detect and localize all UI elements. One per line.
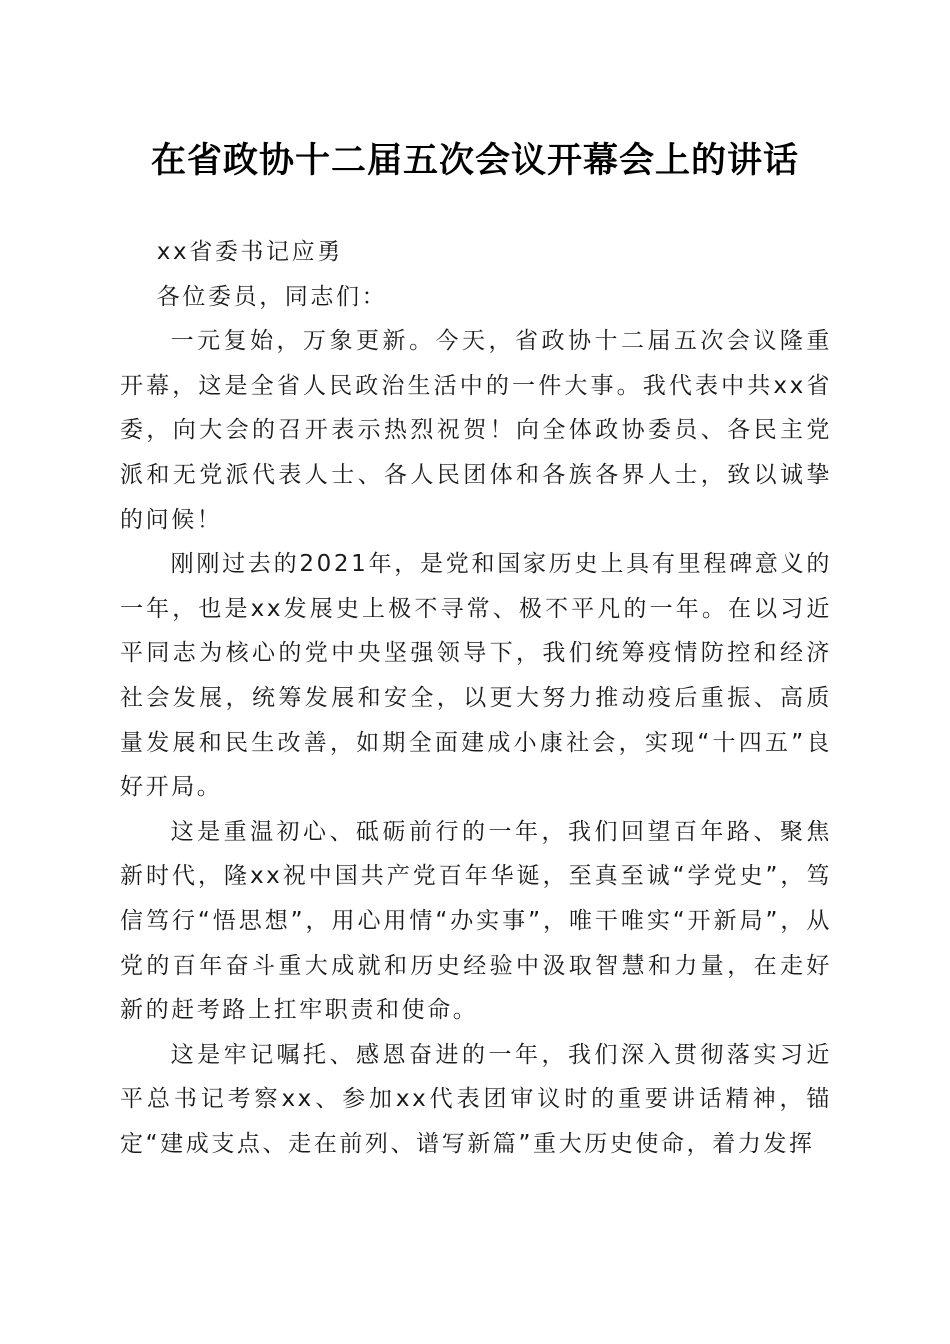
paragraph: 一元复始，万象更新。今天，省政协十二届五次会议隆重开幕，这是全省人民政治生活中的一件大事。我代表中共xx省委，向大会的召开表示热烈祝贺！向全体政协委员、各民主党派和无党派代表人士、各人民团体和各族各界人士，致以诚挚的问候！ xyxy=(120,328,832,533)
paragraph: 刚刚过去的2021年，是党和国家历史上具有里程碑意义的一年，也是xx发展史上极不寻常、极不平凡的一年。在以习近平同志为核心的党中央坚强领导下，我们统筹疫情防控和经济社会发展，统筹发展和安全，以更大努力推动疫后重振、高质量发展和民生改善，如期全面建成小康社会，实现“十四五”良好开局。 xyxy=(120,551,832,801)
paragraph: 这是重温初心、砥砺前行的一年，我们回望百年路、聚焦新时代，隆xx祝中国共产党百年华诞，至真至诚“学党史”，笃信笃行“悟思想”，用心用情“办实事”，唯干唯实“开新局”，从党的百年奋斗重大成就和历史经验中汲取智慧和力量，在走好新的赶考路上扛牢职责和使命。 xyxy=(120,818,832,1024)
paragraph: 这是牢记嘱托、感恩奋进的一年，我们深入贯彻落实习近平总书记考察xx、参加xx代表团审议时的重要讲话精神，锚定“建成支点、走在前列、谱写新篇”重大历史使命，着力发挥 xyxy=(120,1041,832,1157)
salutation: 各位委员，同志们： xyxy=(156,283,388,310)
document-title: 在省政协十二届五次会议开幕会上的讲话 xyxy=(150,140,799,181)
author-line: xx省委书记应勇 xyxy=(156,239,343,265)
document-body xyxy=(120,230,832,1166)
